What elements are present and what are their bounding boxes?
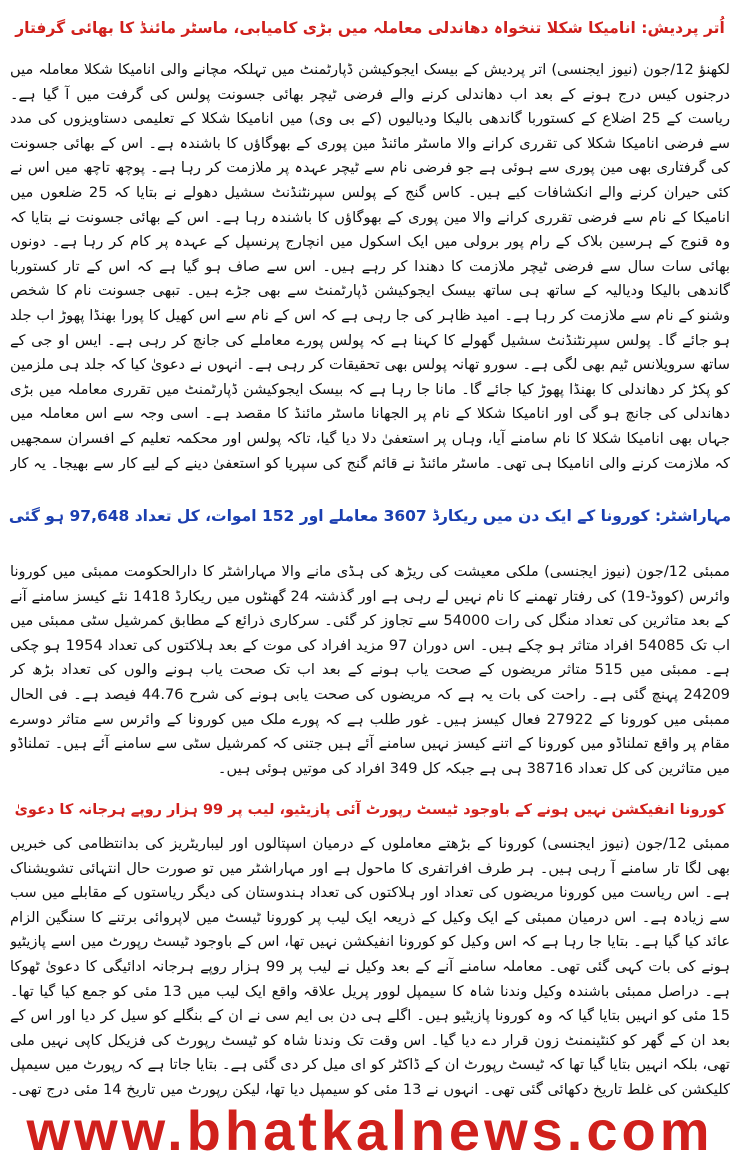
article-3-paragraph: ممبئی 12/جون (نیوز ایجنسی) کورونا کے بڑھتے معاملوں کے درمیان اسپتالوں اور لیباریٹریز کی بدانتظامی کی خبریں بھی لگا تار سامنے آ رہی ہیں۔ ہر طرف افراتفری کا ماحول ہے اور مہاراشٹر میں تو صورت حال انتہائی تشویشناک ہے۔ اس ریاست میں کورونا مریضوں کی تعداد اور ہلاکتوں کی تعداد ہندوستان کی دیگر ریاستوں کے مقابلے میں سب سے زیادہ ہے۔ اس درمیان ممبئی کے ایک وکیل کے ذریعہ ایک لیب پر کورونا ٹیسٹ میں لاپروائی برتنے کا سنگین الزام عائد کیا گیا ہے۔ بتایا جا رہا ہے کہ اس وکیل کو کورونا انفیکشن نہیں تھا، اس کے باوجود ٹیسٹ رپورٹ میں اسے پازیٹیو ہونے کی بات کہی گئی تھی۔ معاملہ سامنے آنے کے بعد وکیل نے لیب پر 99 ہزار روپے ہرجانہ ادائیگی کا دعویٰ ٹھوکا ہے۔ دراصل ممبئی باشندہ وکیل وندنا شاہ کا سیمپل لوور پریل علاقہ واقع ایک لیب میں 13 مئی کو جمع کیا گیا تھا۔ 15 مئی کو انہیں بتایا گیا کہ وہ کورونا پازیٹیو ہیں۔ اگلے ہی دن بی ایم سی نے ان کے بنگلے کو سیل کر دیا اور اس کے بعد ان کے گھر کو کنٹینمنٹ زون قرار دے دیا گیا۔ اس وقت تک وندنا شاہ کو ٹیسٹ رپورٹ کی فزیکل کاپی نہیں ملی تھی، بلکہ انہیں بتایا گیا تھا کہ ٹیسٹ رپورٹ ان کے ڈاکٹر کو ای میل کر دی گئی ہے۔ بتایا جاتا ہے کہ رپورٹ میں سیمپل کلیکشن کی غلط تاریخ دکھائی گئی تھی۔ انہوں نے 13 مئی کو سیمپل دیا تھا، لیکن رپورٹ میں تاریخ 14 مئی درج تھی۔ — [10, 835, 730, 1098]
article-2-headline: مہاراشٹر: کورونا کے ایک دن میں ریکارڈ 3607 معاملے اور 152 اموات، کل تعداد 97,648 ہو گئی — [8, 507, 732, 525]
article-1-paragraph: لکھنؤ 12/جون (نیوز ایجنسی) اتر پردیش کے بیسک ایجوکیشن ڈپارٹمنٹ میں تہلکہ مچانے والی انامیکا شکلا معاملہ میں درجنوں کیس درج ہونے کے بعد اب دھاندلی کرنے والے فرضی ٹیچر بھائی جسونت پولس کی گرفت میں آ گیا ہے۔ ریاست کے 25 اضلاع کے کستوربا گاندھی بالیکا ودیالیوں (کے بی وی) میں انامیکا شکلا کے تعلیمی دستاویزوں کی مدد سے فرضی انامیکا شکلا کی تقرری کرانے والا ماسٹر مائنڈ مین پوری کے بھوگاؤں کا باشندہ ہے۔ اس کے بھائی جسونت کی گرفتاری بھی مین پوری سے ہوئی ہے جو فرضی نام سے ٹیچر عہدہ پر ملازمت کر رہا ہے۔ پوچھ تاچھ میں اس نے کئی حیران کرنے والے انکشافات کیے ہیں۔ کاس گنج کے پولس سپرنٹنڈنٹ سشیل دھولے نے بتایا کہ 25 ضلعوں میں انامیکا کے نام سے فرضی تقرری کرانے والا مین پوری کے بھوگاؤں کا باشندہ رہا ہے۔ اس کے بھائی جسونت نے بتایا کہ وہ قنوج کے ہرسین بلاک کے رام پور برولی میں ایک اسکول میں انچارج پرنسپل کے عہدہ پر کام کر رہا ہے۔ دونوں بھائی سات سال سے فرضی ٹیچر ملازمت کا دھندا کر رہے ہیں۔ اس سے صاف ہو گیا ہے کہ اس کے تار کستوربا گاندھی بالیکا ودیالیہ کے ساتھ ہی ساتھ بیسک ایجوکیشن ڈپارٹمنٹ سے بھی جڑے ہیں۔ تبھی جسونت نام کا شخص وشنو کے نام سے ملازمت کر رہا ہے۔ امید ظاہر کی جا رہی ہے کہ اس کے نام سے اس کھیل کا پورا بھنڈا پھوڑ اب جلد ہو جائے گا۔ پولس سپرنٹنڈنٹ سشیل گھولے کا کہنا ہے کہ پولس پورے معاملے کی جانچ کر رہی ہے۔ ایس او جی کے ساتھ سرویلانس ٹیم بھی لگی ہے۔ سورو تھانہ پولس بھی تحقیقات کر رہی ہے۔ انہوں نے دعویٰ کیا کہ جلد ہی ملزمین کو پکڑ کر دھاندلی کا بھنڈا پھوڑ کیا جائے گا۔ مانا جا رہا ہے کہ بیسک ایجوکیشن ڈپارٹمنٹ میں تقرری معاملہ میں بڑی دھاندلی کی جانچ ہو گی اور انامیکا شکلا کے نام پر الجھانا ماسٹر مائنڈ کا مقصد ہے۔ اسی وجہ سے اس معاملہ میں جہاں بھی انامیکا شکلا کا نام سامنے آیا، وہاں پر استعفیٰ دلا دیا گیا، تاکہ پولس اور محکمہ تعلیم کے افسران سمجھیں کہ ملازمت کرنے والی انامیکا ہی تھی۔ ماسٹر مائنڈ نے قائم گنج کی سپریا کو استعفیٰ دینے کے لیے کار سے بھیجا۔ یہ کار — [10, 61, 730, 472]
article-1-headline: اُتر پردیش: انامیکا شکلا تنخواہ دھاندلی معاملہ میں بڑی کامیابی، ماسٹر مائنڈ کا بھائی گرفتار — [15, 19, 725, 37]
article-3-headline: کورونا انفیکشن نہیں ہونے کے باوجود ٹیسٹ رپورٹ آئی پازیٹیو، لیب پر 99 ہزار روپے ہرجانہ کا دعویٰ — [14, 802, 726, 818]
article-2-paragraph: ممبئی 12/جون (نیوز ایجنسی) ملکی معیشت کی ریڑھ کی ہڈی مانے والا مہاراشٹر کا دارالحکومت ممبئی میں کورونا وائرس (کووڈ-19) کی رفتار تھمنے کا نام نہیں لے رہی ہے اور گذشتہ 24 گھنٹوں میں ریکارڈ 1418 نئے کیسز سامنے آنے کے بعد متاثرین کی تعداد منگل کی رات 54000 سے تجاوز کر گئی۔ سرکاری ذرائع کے مطابق کمرشیل سٹی ممبئی میں اب تک 54085 افراد متاثر ہو چکے ہیں۔ اس دوران 97 مزید افراد کی موت کے بعد ہلاکتوں کی تعداد 1954 ہو چکی ہے۔ ممبئی میں 515 متاثر مریضوں کے صحت یاب ہونے کے بعد اب تک صحت یاب ہونے والوں کی تعداد بڑھ کر 24209 پہنچ گئی ہے۔ راحت کی بات یہ ہے کہ مریضوں کی صحت یابی ہونے کی شرح 44.76 فیصد ہے۔ فی الحال ممبئی میں کورونا کے 27922 فعال کیسز ہیں۔ غور طلب ہے کہ پورے ملک میں کورونا کے وائرس سے متاثر دوسرے مقام پر واقع تملناڈو میں کورونا کے اتنے کیسز نہیں سامنے آئے ہیں جتنی کہ کمرشیل سٹی سے سامنے آئے ہیں۔ تملناڈو میں متاثرین کی کل تعداد 38716 ہی ہے جبکہ کل 349 افراد کی موتیں ہوئی ہیں۔ — [10, 563, 730, 777]
article-3-body — [10, 832, 730, 1100]
article-1-body — [10, 58, 730, 476]
website-footer: www.bhatkalnews.com — [26, 1099, 714, 1162]
article-2-body — [10, 560, 730, 782]
